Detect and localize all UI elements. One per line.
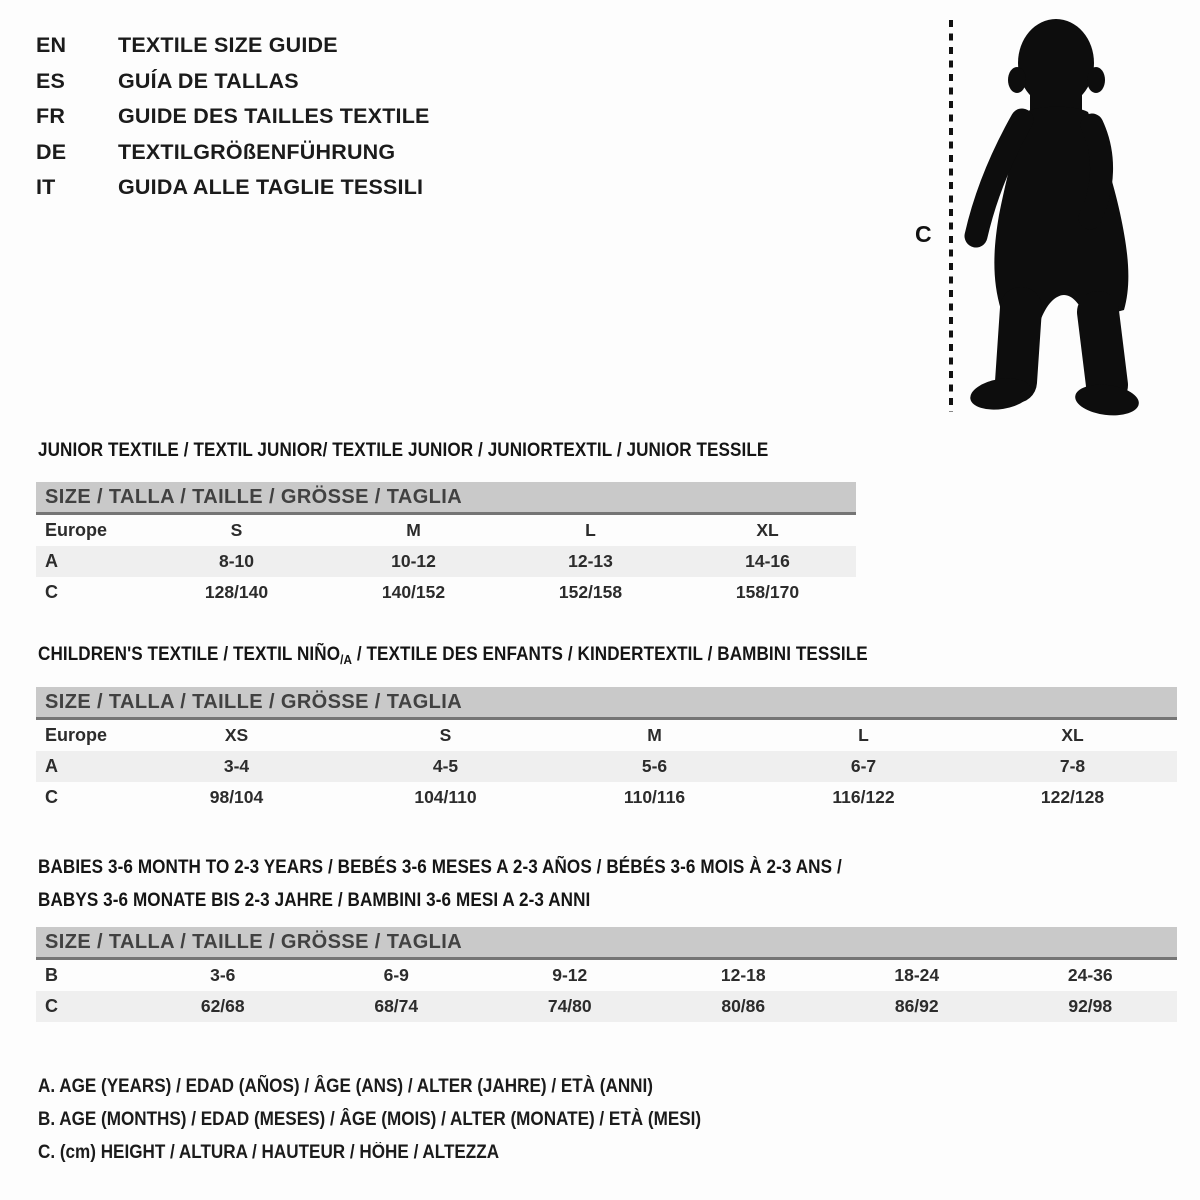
language-list [36,28,430,206]
guide-title: TEXTILGRÖßENFÜHRUNG [118,139,396,164]
babies-title-line-1: BABIES 3-6 MONTH TO 2-3 YEARS / BEBÉS 3-6 MESES A 2-3 AÑOS / BÉBÉS 3-6 MOIS À 2-3 ANS / [38,857,842,878]
age-cell: 3-4 [223,756,250,776]
junior-section-title [38,440,768,462]
children-section-title [38,644,868,667]
size-cell: M [406,520,421,540]
height-cell: 140/152 [381,582,446,602]
age-cell: 5-6 [641,756,668,776]
row-label: Europe [45,725,108,745]
legend-height-cm: C. (cm) HEIGHT / ALTURA / HAUTEUR / HÖHE / ALTEZZA [38,1142,500,1163]
height-cell: 80/86 [721,996,766,1016]
size-cell: M [647,725,662,745]
measure-legend [38,1070,775,1169]
children-title-text: CHILDREN'S TEXTILE / TEXTIL NIÑO [38,644,341,665]
language-code: FR [36,104,66,129]
size-cell: XL [1061,725,1084,745]
row-label: B [45,965,58,985]
language-row-de [36,135,430,171]
size-cell: S [439,725,452,745]
height-cell: 116/122 [832,787,895,807]
language-row-en [36,28,430,64]
row-label: A [45,551,58,571]
legend-age-years: A. AGE (YEARS) / EDAD (AÑOS) / ÂGE (ANS) / ALTER (JAHRE) / ETÀ (ANNI) [38,1076,653,1097]
legend-age-months: B. AGE (MONTHS) / EDAD (MESES) / ÂGE (MOIS) / ALTER (MONATE) / ETÀ (MESI) [38,1109,702,1130]
row-label: C [45,996,58,1016]
babies-section-title [38,851,842,917]
language-code: EN [36,33,67,58]
table-row-europe [36,515,856,546]
months-cell: 3-6 [210,965,236,985]
height-cell: 152/158 [558,582,623,602]
height-cell: 158/170 [735,582,800,602]
size-cell: XL [756,520,779,540]
silhouette-right-foot [1073,381,1140,419]
height-cell: 104/110 [414,787,477,807]
row-label: Europe [45,520,108,540]
table-row-height [36,782,1177,813]
junior-title-text: JUNIOR TEXTILE / TEXTIL JUNIOR/ TEXTILE JUNIOR / JUNIORTEXTIL / JUNIOR TESSILE [38,440,769,461]
language-code: DE [36,139,67,164]
age-cell: 12-13 [568,551,613,571]
height-measure-label: C [915,221,932,247]
row-label: C [45,787,58,807]
months-cell: 6-9 [383,965,409,985]
table-row-height [36,577,856,608]
size-cell: L [858,725,869,745]
age-cell: 7-8 [1059,756,1086,776]
toddler-silhouette-icon [968,19,1141,419]
silhouette-right-leg [1098,312,1107,385]
age-cell: 14-16 [745,551,790,571]
height-cell: 68/74 [374,996,419,1016]
months-cell: 9-12 [552,965,588,985]
height-cell: 128/140 [204,582,269,602]
height-cell: 86/92 [894,996,939,1016]
children-title-text-rest: / TEXTILE DES ENFANTS / KINDERTEXTIL / BAMBINI TESSILE [351,644,868,665]
table-row-europe [36,720,1177,751]
age-cell: 10-12 [391,551,436,571]
size-cell: S [230,520,243,540]
babies-title-line-2: BABYS 3-6 MONATE BIS 2-3 JAHRE / BAMBINI 3-6 MESI A 2-3 ANNI [38,890,591,911]
table-row-age [36,546,856,577]
silhouette-right-ear [1087,67,1105,93]
table-row-months [36,960,1177,991]
age-cell: 6-7 [850,756,877,776]
age-cell: 8-10 [218,551,255,571]
language-row-it [36,170,430,206]
height-cell: 98/104 [209,787,264,807]
junior-size-table-header: SIZE / TALLA / TAILLE / GRÖSSE / TAGLIA [36,482,856,515]
language-row-es [36,64,430,100]
silhouette-left-ear [1008,67,1026,93]
row-label: C [45,582,58,602]
guide-title: GUÍA DE TALLAS [118,68,299,93]
table-row-age [36,751,1177,782]
junior-size-table [36,482,856,608]
children-title-subscript: /A [340,652,352,667]
guide-title: GUIDA ALLE TAGLIE TESSILI [118,175,424,200]
silhouette-right-arm [1090,125,1102,218]
height-cell: 110/116 [623,787,686,807]
silhouette-left-leg [1016,308,1021,382]
months-cell: 12-18 [720,965,766,985]
size-cell: L [585,520,596,540]
row-label: A [45,756,58,776]
height-cell: 92/98 [1068,996,1113,1016]
guide-title: TEXTILE SIZE GUIDE [118,33,338,58]
language-code: ES [36,68,66,93]
months-cell: 18-24 [894,965,940,985]
guide-title: GUIDE DES TAILLES TEXTILE [118,104,430,129]
height-cell: 62/68 [200,996,245,1016]
height-cell: 74/80 [547,996,592,1016]
language-row-fr [36,99,430,135]
months-cell: 24-36 [1067,965,1113,985]
children-size-table [36,687,1177,813]
age-cell: 4-5 [432,756,459,776]
table-row-height [36,991,1177,1022]
height-cell: 122/128 [1040,787,1105,807]
size-cell: XS [224,725,249,745]
toddler-figure [880,10,1160,430]
babies-size-table-header: SIZE / TALLA / TAILLE / GRÖSSE / TAGLIA [36,927,1177,960]
children-size-table-header: SIZE / TALLA / TAILLE / GRÖSSE / TAGLIA [36,687,1177,720]
babies-size-table [36,927,1177,1022]
language-code: IT [36,175,56,200]
